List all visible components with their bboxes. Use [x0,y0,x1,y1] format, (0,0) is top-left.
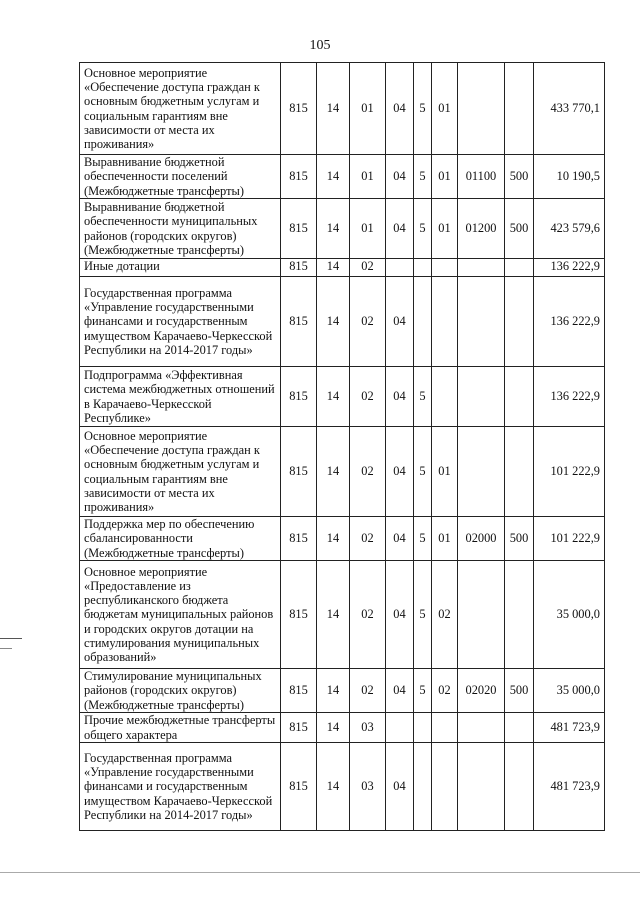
cell-section: 14 [317,155,350,199]
cell-subprogram: 5 [414,669,432,713]
cell-subsection: 02 [350,561,386,669]
cell-ministry: 815 [281,713,317,743]
cell-program: 04 [386,517,414,561]
cell-section: 14 [317,259,350,277]
margin-mark [0,648,12,649]
cell-subprogram: 5 [414,427,432,517]
cell-subprogram: 5 [414,155,432,199]
table-body [80,63,605,831]
cell-program: 04 [386,743,414,831]
cell-expense-type [505,427,534,517]
cell-ministry: 815 [281,743,317,831]
cell-subprogram: 5 [414,367,432,427]
cell-section: 14 [317,277,350,367]
cell-direction [458,367,505,427]
cell-subprogram [414,743,432,831]
table-row [80,155,605,199]
cell-amount: 101 222,9 [534,517,605,561]
cell-subsection: 01 [350,63,386,155]
cell-activity: 01 [432,517,458,561]
cell-expense-type [505,277,534,367]
cell-amount: 136 222,9 [534,367,605,427]
bottom-rule [0,872,640,873]
cell-name: Подпрограмма «Эффективная система межбюджетных отношений в Карачаево-Черкесской Республике» [80,367,281,427]
cell-direction [458,63,505,155]
cell-name: Основное мероприятие «Обеспечение доступа граждан к основным бюджетным услугам и социальным гарантиям вне зависимости от места их проживания» [80,63,281,155]
cell-activity: 01 [432,427,458,517]
cell-subprogram: 5 [414,199,432,259]
cell-subsection: 01 [350,155,386,199]
cell-direction [458,277,505,367]
cell-section: 14 [317,199,350,259]
cell-direction: 01200 [458,199,505,259]
cell-section: 14 [317,367,350,427]
cell-activity: 01 [432,155,458,199]
cell-direction: 02020 [458,669,505,713]
cell-activity [432,277,458,367]
cell-amount: 136 222,9 [534,259,605,277]
cell-activity [432,743,458,831]
cell-name: Основное мероприятие «Обеспечение доступа граждан к основным бюджетным услугам и социальным гарантиям вне зависимости от места их проживания» [80,427,281,517]
cell-activity [432,367,458,427]
cell-program: 04 [386,277,414,367]
cell-section: 14 [317,517,350,561]
cell-name: Выравнивание бюджетной обеспеченности муниципальных районов (городских округов) (Межбюджетные трансферты) [80,199,281,259]
cell-amount: 423 579,6 [534,199,605,259]
cell-program: 04 [386,669,414,713]
table-row [80,743,605,831]
cell-subprogram: 5 [414,517,432,561]
cell-name: Стимулирование муниципальных районов (городских округов) (Межбюджетные трансферты) [80,669,281,713]
cell-section: 14 [317,743,350,831]
cell-name: Государственная программа «Управление государственными финансами и государственным имуществом Карачаево-Черкесской Республики на 2014-2017 годы» [80,277,281,367]
cell-direction [458,427,505,517]
table-row [80,63,605,155]
cell-amount: 35 000,0 [534,561,605,669]
cell-direction: 02000 [458,517,505,561]
table-row [80,427,605,517]
cell-program [386,713,414,743]
cell-subsection: 02 [350,517,386,561]
cell-ministry: 815 [281,259,317,277]
cell-subprogram: 5 [414,561,432,669]
cell-activity [432,713,458,743]
cell-amount: 481 723,9 [534,743,605,831]
cell-amount: 101 222,9 [534,427,605,517]
table-row [80,561,605,669]
cell-expense-type: 500 [505,199,534,259]
cell-section: 14 [317,63,350,155]
cell-name: Государственная программа «Управление государственными финансами и государственным имуществом Карачаево-Черкесской Республики на 2014-2017 годы» [80,743,281,831]
cell-name: Иные дотации [80,259,281,277]
cell-expense-type [505,561,534,669]
cell-program: 04 [386,155,414,199]
cell-subsection: 02 [350,259,386,277]
cell-subsection: 02 [350,427,386,517]
cell-expense-type [505,743,534,831]
cell-subprogram [414,259,432,277]
cell-section: 14 [317,713,350,743]
cell-subsection: 03 [350,743,386,831]
cell-direction [458,259,505,277]
cell-section: 14 [317,561,350,669]
cell-subsection: 01 [350,199,386,259]
cell-program: 04 [386,561,414,669]
cell-ministry: 815 [281,199,317,259]
cell-expense-type: 500 [505,517,534,561]
cell-expense-type: 500 [505,155,534,199]
table-row [80,199,605,259]
cell-amount: 481 723,9 [534,713,605,743]
cell-expense-type: 500 [505,669,534,713]
cell-section: 14 [317,669,350,713]
cell-ministry: 815 [281,155,317,199]
cell-ministry: 815 [281,277,317,367]
cell-direction [458,561,505,669]
cell-ministry: 815 [281,561,317,669]
cell-section: 14 [317,427,350,517]
cell-subsection: 03 [350,713,386,743]
cell-subsection: 02 [350,669,386,713]
cell-expense-type [505,367,534,427]
budget-table [79,62,605,831]
cell-expense-type [505,713,534,743]
cell-ministry: 815 [281,63,317,155]
cell-activity: 02 [432,669,458,713]
cell-ministry: 815 [281,517,317,561]
cell-subprogram [414,713,432,743]
cell-name: Поддержка мер по обеспечению сбалансированности (Межбюджетные трансферты) [80,517,281,561]
cell-amount: 433 770,1 [534,63,605,155]
cell-expense-type [505,63,534,155]
table-row [80,669,605,713]
cell-name: Прочие межбюджетные трансферты общего характера [80,713,281,743]
cell-activity: 01 [432,199,458,259]
page-number: 105 [309,38,331,53]
cell-subsection: 02 [350,277,386,367]
cell-ministry: 815 [281,367,317,427]
cell-direction: 01100 [458,155,505,199]
cell-program: 04 [386,427,414,517]
margin-mark [0,638,22,639]
cell-program: 04 [386,199,414,259]
cell-direction [458,713,505,743]
table-row [80,367,605,427]
cell-name: Основное мероприятие «Предоставление из республиканского бюджета бюджетам муниципальных районов и городских округов дотации на стимулирования муниципальных образований» [80,561,281,669]
table-row [80,277,605,367]
table-row [80,259,605,277]
cell-subprogram: 5 [414,63,432,155]
cell-subprogram [414,277,432,367]
cell-amount: 136 222,9 [534,277,605,367]
cell-ministry: 815 [281,669,317,713]
cell-amount: 35 000,0 [534,669,605,713]
cell-program [386,259,414,277]
cell-program: 04 [386,367,414,427]
cell-amount: 10 190,5 [534,155,605,199]
cell-activity [432,259,458,277]
cell-direction [458,743,505,831]
cell-subsection: 02 [350,367,386,427]
cell-name: Выравнивание бюджетной обеспеченности поселений (Межбюджетные трансферты) [80,155,281,199]
cell-program: 04 [386,63,414,155]
table-row [80,517,605,561]
cell-activity: 02 [432,561,458,669]
cell-ministry: 815 [281,427,317,517]
cell-activity: 01 [432,63,458,155]
table-row [80,713,605,743]
cell-expense-type [505,259,534,277]
